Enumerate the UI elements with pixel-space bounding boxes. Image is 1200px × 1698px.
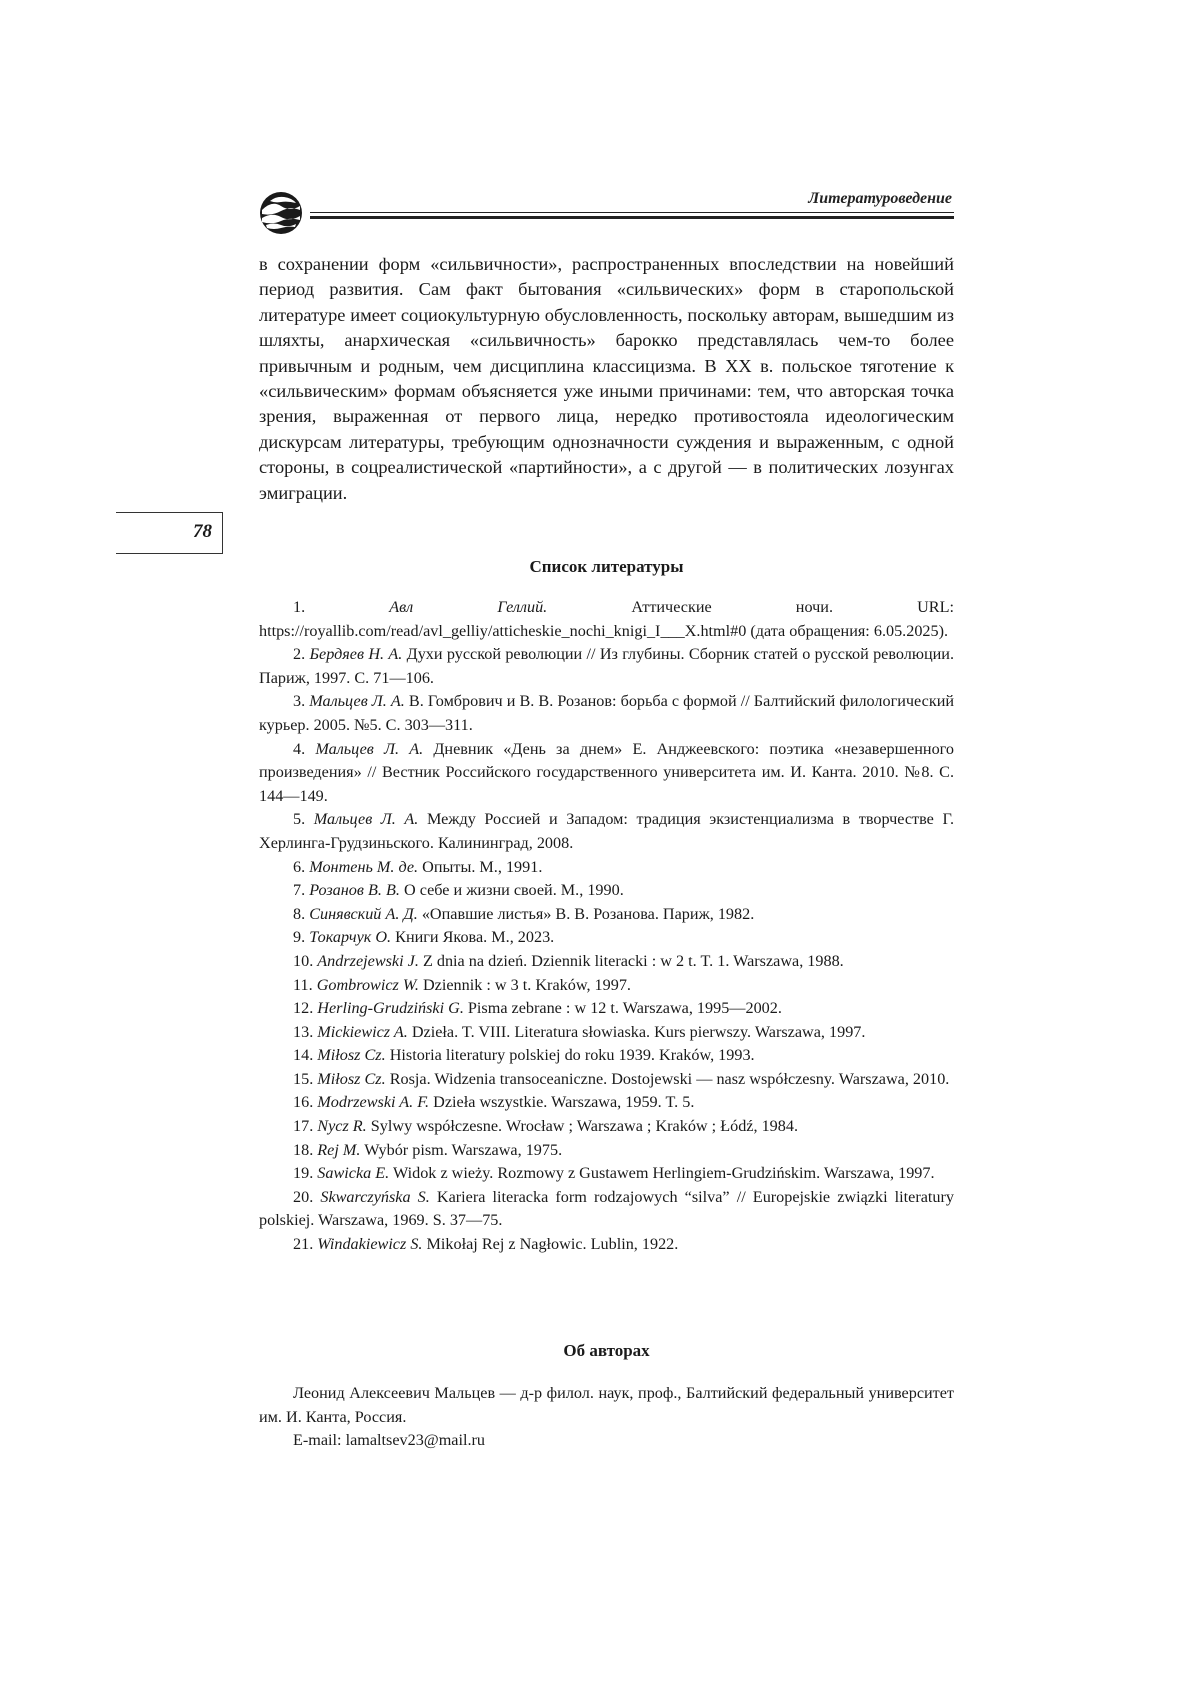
reference-number: 5. (293, 810, 306, 829)
reference-number: 12. (293, 999, 314, 1018)
journal-wave-logo-icon (258, 190, 304, 236)
reference-author: Nycz R. (317, 1117, 367, 1136)
reference-text: Между Россией и Западом: традиция экзистенциализма в творчестве Г. Херлинга-Грудзиньского. Калининград, 2008. (259, 810, 955, 852)
reference-text: Wybór pism. Warszawa, 1975. (364, 1140, 563, 1159)
reference-number: 19. (293, 1164, 314, 1183)
reference-author: Мальцев Л. А. (315, 739, 424, 758)
reference-text: Опыты. М., 1991. (422, 857, 543, 876)
reference-author: Токарчук О. (309, 928, 392, 947)
reference-number: 14. (293, 1046, 314, 1065)
reference-author: Синявский А. Д. (309, 904, 418, 923)
article-body (259, 252, 954, 506)
reference-author: Бердяев Н. А. (309, 645, 403, 664)
reference-number: 18. (293, 1140, 314, 1159)
reference-author: Мальцев Л. А. (309, 692, 405, 711)
reference-author: Skwarczyńska S. (320, 1187, 430, 1206)
reference-number: 10. (293, 951, 314, 970)
reference-number: 8. (293, 904, 306, 923)
header-rule-thin (310, 212, 954, 213)
reference-text: «Опавшие листья» В. В. Розанова. Париж, 1982. (421, 904, 755, 923)
reference-number: 16. (293, 1093, 314, 1112)
reference-item (259, 643, 954, 690)
reference-number: 15. (293, 1069, 314, 1088)
reference-author: Розанов В. В. (309, 881, 400, 900)
reference-number: 2. (293, 645, 306, 664)
body-paragraph: в сохранении форм «сильвичности», распространенных впоследствии на новейший период развития. Сам факт бытования «сильвических» форм в старопольской литературе имеет социокультурную обусловленность, поскольку авторам, вышедшим из шляхты, анархическая «сильвичность» барокко представлялась чем-то более привычным и родным, чем дисциплина классицизма. В XX в. польское тяготение к «сильвическим» формам объясняется уже иными причинами: тем, что авторская точка зрения, выраженная от первого лица, нередко противостояла идеологическим дискурсам литературы, требующим однозначности суждения и выраженным, с одной стороны, в соцреалистической «партийности», а с другой — в политических лозунгах эмиграции. (259, 254, 954, 503)
reference-item (259, 690, 954, 737)
running-header (258, 186, 954, 238)
reference-item (259, 1068, 954, 1092)
reference-text: Духи русской революции // Из глубины. Сборник статей о русской революции. Париж, 1997. С. 71—106. (259, 645, 954, 687)
about-authors-heading: Об авторах (563, 1341, 650, 1360)
reference-text: Z dnia na dzień. Dziennik literacki : w 2 t. T. 1. Warszawa, 1988. (422, 951, 844, 970)
reference-text: Kariera literacka form rodzajowych “silva” // Europejskie związki literatury polskiej. Warszawa, 1969. S. 37—75. (259, 1187, 954, 1230)
reference-author: Miłosz Cz. (317, 1046, 386, 1065)
reference-author: Авл Геллий. (389, 598, 548, 616)
reference-text: О себе и жизни своей. М., 1990. (403, 881, 624, 900)
page-number: 78 (193, 521, 212, 542)
reference-number: 11. (293, 975, 313, 994)
reference-author: Herling-Grudziński G. (317, 999, 464, 1018)
reference-number: 1. (293, 598, 306, 616)
reference-item (259, 738, 954, 809)
reference-item (259, 1233, 954, 1257)
reference-item (259, 856, 954, 880)
reference-text: Аттические ночи. URL: https://royallib.com/read/avl_gelliy/atticheskie_nochi_knigi_I___X.html#0 (дата обращения: 6.05.2025). (259, 598, 954, 640)
author-email: E-mail: lamaltsev23@mail.ru (293, 1431, 486, 1450)
reference-item (259, 1115, 954, 1139)
journal-section-title: Литературоведение (808, 190, 952, 207)
reference-item (259, 926, 954, 950)
reference-text: Sylwy współczesne. Wrocław ; Warszawa ; Kraków ; Łódź, 1984. (370, 1117, 798, 1136)
reference-author: Windakiewicz S. (317, 1235, 423, 1254)
reference-text: Pisma zebrane : w 12 t. Warszawa, 1995—2002. (467, 999, 782, 1018)
reference-item (259, 1139, 954, 1163)
reference-item (259, 879, 954, 903)
reference-item (259, 596, 954, 643)
about-authors-block (259, 1382, 954, 1453)
reference-item (259, 974, 954, 998)
reference-author: Mickiewicz A. (317, 1022, 408, 1041)
reference-text: Historia literatury polskiej do roku 1939. Kraków, 1993. (389, 1046, 755, 1065)
reference-author: Miłosz Cz. (317, 1069, 386, 1088)
reference-number: 17. (293, 1117, 314, 1136)
reference-number: 21. (293, 1235, 314, 1254)
reference-author: Sawicka E. (317, 1164, 390, 1183)
reference-item (259, 997, 954, 1021)
references-heading: Список литературы (529, 557, 684, 576)
author-bio: Леонид Алексеевич Мальцев — д-р филол. наук, проф., Балтийский федеральный университет им. И. Канта, Россия. (259, 1384, 954, 1426)
reference-item (259, 903, 954, 927)
reference-number: 7. (293, 881, 306, 900)
reference-text: Dzieła wszystkie. Warszawa, 1959. T. 5. (433, 1093, 695, 1112)
reference-author: Andrzejewski J. (317, 951, 419, 970)
reference-author: Мальцев Л. А. (313, 810, 419, 829)
reference-item (259, 1162, 954, 1186)
reference-number: 6. (293, 857, 306, 876)
reference-text: Дневник «День за днем» Е. Анджеевского: поэтика «незавершенного произведения» // Вестник Российского государственного университета им. И. Канта. 2010. №8. С. 144—149. (259, 739, 955, 805)
reference-item (259, 1091, 954, 1115)
reference-text: Widok z wieży. Rozmowy z Gustawem Herlingiem-Grudzińskim. Warszawa, 1997. (392, 1164, 935, 1183)
reference-number: 20. (293, 1187, 314, 1206)
reference-item (259, 1044, 954, 1068)
references-list (259, 596, 954, 1257)
reference-item (259, 808, 954, 855)
reference-text: Dzieła. T. VIII. Literatura słowiaska. Kurs pierwszy. Warszawa, 1997. (411, 1022, 866, 1041)
reference-number: 9. (293, 928, 306, 947)
header-rule-thick (310, 216, 954, 219)
reference-author: Монтень М. де. (309, 857, 419, 876)
reference-text: Dziennik : w 3 t. Kraków, 1997. (422, 975, 631, 994)
reference-author: Rej M. (317, 1140, 361, 1159)
reference-text: Mikołaj Rej z Nagłowic. Lublin, 1922. (426, 1235, 679, 1254)
reference-number: 4. (293, 739, 306, 758)
reference-item (259, 1186, 954, 1233)
reference-author: Gombrowicz W. (316, 975, 419, 994)
reference-text: Книги Якова. М., 2023. (395, 928, 555, 947)
reference-item (259, 950, 954, 974)
reference-author: Modrzewski A. F. (317, 1093, 430, 1112)
reference-text: Rosja. Widzenia transoceaniczne. Dostojewski — nasz współczesny. Warszawa, 2010. (389, 1069, 950, 1088)
reference-item (259, 1021, 954, 1045)
reference-number: 13. (293, 1022, 314, 1041)
reference-text: В. Гомбрович и В. В. Розанов: борьба с формой // Балтийский филологический курьер. 2005. №5. С. 303—311. (259, 692, 955, 734)
page-number-box (116, 512, 223, 554)
reference-number: 3. (293, 692, 306, 711)
